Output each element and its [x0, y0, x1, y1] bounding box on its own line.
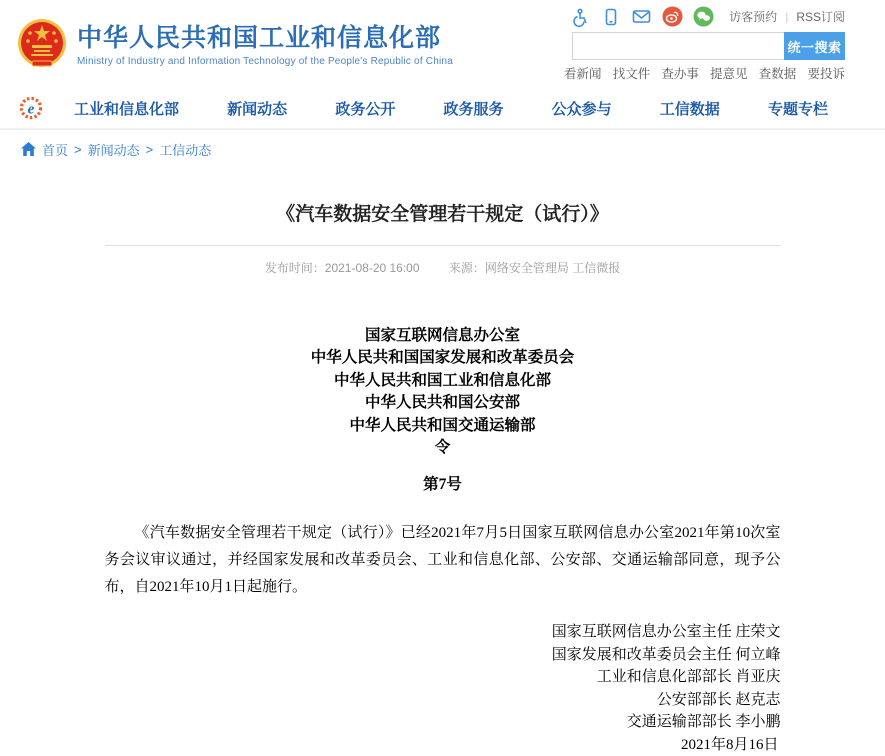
- home-icon[interactable]: [21, 142, 36, 156]
- signature-line: 公安部部长 赵克志: [656, 691, 781, 708]
- nav-item-news[interactable]: 新闻动态: [227, 100, 288, 118]
- issuer-line: 中华人民共和国工业和信息化部: [333, 371, 551, 389]
- site-title: 中华人民共和国工业和信息化部: [77, 24, 442, 52]
- site-logo-link[interactable]: [16, 17, 453, 73]
- signature-line: 国家发展和改革委员会主任 何立峰: [551, 646, 781, 663]
- quick-link-files[interactable]: 找文件: [612, 67, 651, 81]
- mail-icon[interactable]: [632, 7, 651, 26]
- nav-item-gov-service[interactable]: 政务服务: [443, 100, 504, 118]
- quick-link-data[interactable]: 查数据: [758, 67, 797, 81]
- issuer-line: 中华人民共和国公安部: [364, 394, 520, 412]
- breadcrumb-separator: >: [145, 141, 154, 157]
- order-number: 第7号: [423, 476, 462, 494]
- signature-line: 国家互联网信息办公室主任 庄荣文: [551, 624, 781, 641]
- nav-item-topics[interactable]: 专题专栏: [767, 100, 828, 118]
- publish-time: 发布时间：2021-08-20 16:00: [264, 261, 420, 275]
- visitor-appointment-link[interactable]: 访客预约: [729, 10, 778, 24]
- nav-item-gov-open[interactable]: 政务公开: [335, 100, 396, 118]
- breadcrumb: [0, 130, 885, 168]
- utility-separator: |: [785, 9, 789, 24]
- quick-link-complaint[interactable]: 要投诉: [807, 67, 845, 81]
- weibo-icon[interactable]: [663, 7, 682, 26]
- document-paragraph: 《汽车数据安全管理若干规定（试行）》已经2021年7月5日国家互联网信息办公室2021年第10次室务会议审议通过，并经国家发展和改革委员会、工业和信息化部、公安部、交通运输部同意，现予公布，自2021年10月1日起施行。: [104, 525, 781, 596]
- site-header: [0, 0, 885, 88]
- main-nav: [0, 88, 885, 130]
- mobile-icon[interactable]: [601, 7, 620, 26]
- national-emblem-icon: [16, 17, 68, 73]
- issuer-line: 国家互联网信息办公室: [364, 327, 520, 344]
- issuer-list: [105, 325, 781, 459]
- document-date: 2021年8月16日: [680, 736, 779, 753]
- breadcrumb-separator: >: [74, 141, 82, 157]
- search-bar: [572, 32, 845, 60]
- breadcrumb-news[interactable]: 新闻动态: [87, 142, 140, 158]
- breadcrumb-current[interactable]: 工信动态: [159, 142, 212, 158]
- svg-text:e: e: [27, 101, 35, 118]
- article-source: 来源：网络安全管理局 工信微报: [448, 261, 621, 275]
- signature-line: 交通运输部部长 李小鹏: [626, 714, 781, 731]
- wechat-icon[interactable]: [694, 7, 713, 26]
- quick-link-news[interactable]: 看新闻: [564, 67, 602, 81]
- title-divider: [105, 245, 781, 246]
- nav-item-miit[interactable]: 工业和信息化部: [74, 100, 180, 118]
- quick-link-services[interactable]: 查办事: [661, 67, 699, 81]
- signature-line: 工业和信息化部部长 肖亚庆: [596, 669, 781, 686]
- document-body: [105, 325, 781, 756]
- article-title: 《汽车数据安全管理若干规定（试行）》: [276, 204, 609, 225]
- quick-link-suggest[interactable]: 提意见: [710, 67, 748, 81]
- order-word: 令: [434, 439, 451, 457]
- signature-list: [105, 621, 781, 734]
- utility-bar: [570, 7, 845, 26]
- issuer-line: 中华人民共和国交通运输部: [349, 416, 536, 434]
- issuer-line: 中华人民共和国国家发展和改革委员会: [310, 349, 575, 367]
- article: [105, 199, 781, 756]
- accessibility-icon[interactable]: [570, 7, 589, 26]
- nav-item-data[interactable]: 工信数据: [659, 100, 720, 118]
- unified-search-button[interactable]: 统一搜索: [784, 32, 845, 60]
- search-input[interactable]: [572, 32, 784, 60]
- site-subtitle: Ministry of Industry and Information Technology of the People's Republic of China: [77, 56, 453, 67]
- rss-subscribe-link[interactable]: RSS订阅: [796, 10, 845, 24]
- article-meta: [105, 259, 781, 276]
- miit-gear-logo-icon[interactable]: [18, 95, 44, 121]
- search-quick-links: [564, 64, 845, 82]
- breadcrumb-home[interactable]: 首页: [42, 142, 69, 158]
- nav-item-participation[interactable]: 公众参与: [551, 100, 612, 118]
